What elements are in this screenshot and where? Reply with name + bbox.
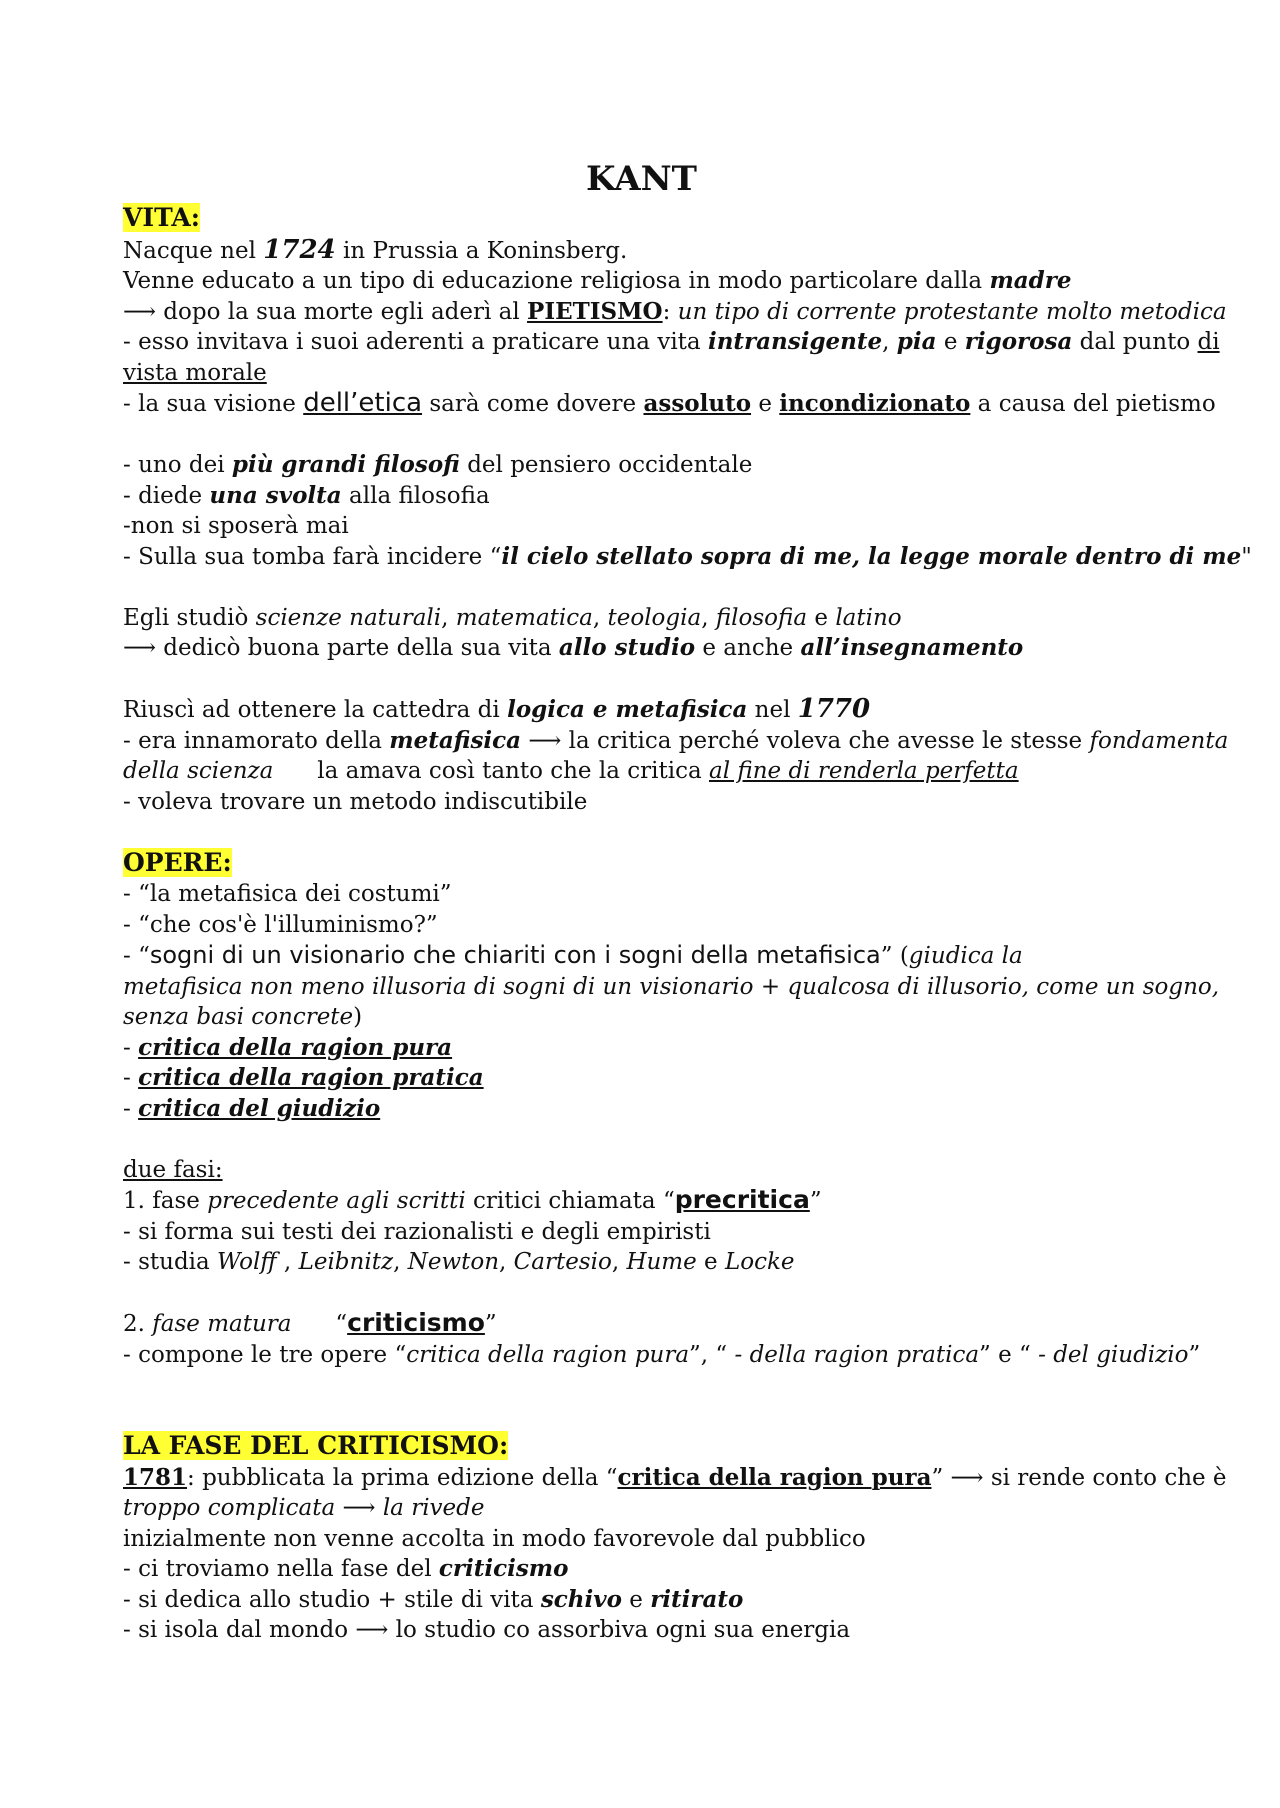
text-span: criticismo [438,1555,569,1582]
text-span: , [276,1249,299,1275]
text-span: dedicò buona parte della sua vita [155,635,559,661]
text-span: fondamenta [1089,727,1229,754]
text-span: 1. fase [123,1188,208,1214]
text-span: , [611,1249,627,1275]
text-span: dopo la sua morte egli aderì al [155,298,528,325]
text-span: troppo complicata [123,1495,336,1521]
text-span: - voleva trovare un metodo indiscutibile [123,788,588,815]
text-span: ”, “ [689,1341,735,1368]
text-span: , [499,1249,514,1275]
text-span: , [441,604,456,631]
text-line [123,940,1160,972]
text-span: - [123,1034,139,1061]
text-span: e [696,1249,725,1275]
text-span: “ [291,1311,348,1337]
text-span: dal punto [1072,329,1198,355]
list-item [123,1033,1160,1064]
text-span: ” [484,1311,497,1337]
text-span: ” ( [880,943,909,969]
text-span: logica e metafisica [507,696,748,723]
text-span: e [936,329,965,355]
text-span: Hume [626,1249,697,1275]
text-span: allo studio [558,634,696,661]
text-span: - studia [123,1249,218,1275]
text-line [123,1002,1160,1033]
text-span: del pensiero occidentale [459,452,753,478]
text-line [123,1247,1160,1278]
text-span: ⟶ la critica perché voleva che avesse le stesse [521,727,1090,754]
text-span: critica del giudizio [138,1094,381,1122]
list-item [123,1063,1160,1094]
text-span: precritica [674,1185,810,1214]
text-span: 1781 [123,1463,188,1491]
text-span: vista morale [123,359,267,386]
text-span: , [882,329,897,355]
text-line [123,481,1160,512]
text-span: - diede [123,482,210,509]
section-heading-opere [123,848,1160,880]
text-line [123,1554,1160,1585]
text-span: al fine di renderla perfetta [708,758,1019,784]
text-span: critica della ragion pura [138,1033,453,1061]
blank-line [123,420,1160,451]
text-span: all’insegnamento [800,634,1024,661]
page-title: KANT [586,159,697,199]
blank-line [123,1278,1160,1309]
text-span: Riuscì ad ottenere la cattedra di [123,697,508,723]
text-span: 1770 [797,694,871,724]
text-span: e [621,1586,651,1613]
text-span: Nacque nel [123,237,264,264]
text-span: - Sulla sua tomba farà incidere “ [123,543,502,570]
text-span: 1724 [263,234,336,265]
list-item [123,1094,1160,1125]
text-line [123,1493,1160,1524]
text-span: critica della ragion pratica [138,1064,484,1091]
text-line [123,910,1160,941]
section-heading-vita [123,203,1160,235]
text-line [123,266,1160,297]
text-line [123,327,1220,358]
text-span: metafisica non meno illusoria di sogni di un visionario + qualcosa di illusorio, come un sogno, [123,973,1220,1000]
section-heading-criticismo [123,1431,1160,1463]
text-span: LA FASE DEL CRITICISMO: [123,1431,509,1460]
text-line [123,388,1216,420]
text-span: un tipo di corrente protestante molto metodica [677,298,1227,325]
text-line [123,511,1160,542]
text-span: madre [989,267,1072,294]
text-span: Locke [724,1249,795,1275]
text-span: in Prussia a Koninsberg. [335,237,628,264]
text-line [123,1155,1160,1186]
text-line [123,726,1229,757]
text-span: , [393,1249,408,1275]
text-span: - della ragion pratica [734,1341,980,1368]
text-span: Venne educato a un tipo di educazione religiosa in modo particolare dalla [123,268,990,294]
text-line [123,358,1160,389]
text-span: Newton [407,1249,500,1275]
text-span: una svolta [209,481,342,509]
arrow-icon: ⟶ [123,635,156,661]
text-line [123,1185,1160,1217]
text-span: giudica la [908,943,1023,969]
text-span: ” e “ [979,1341,1039,1368]
text-span: filosofia [715,604,808,631]
text-span: inizialmente non venne accolta in modo favorevole dal pubblico [123,1525,866,1552]
text-span: , [701,604,716,631]
text-span: ” ⟶ si rende conto che è [931,1464,1227,1491]
text-span: della scienza [123,758,274,784]
text-line [123,235,1160,267]
text-span: critica della ragion pura [406,1341,690,1368]
text-span: più grandi filosofi [231,451,460,478]
text-line [123,1524,1160,1555]
text-span: senza basi concrete [123,1004,354,1030]
text-span: il cielo stellato sopra di me, la legge morale dentro di me [501,542,1242,570]
text-span: ” [809,1188,822,1214]
text-span: scienze naturali [255,604,442,631]
text-span: sogni di un visionario che chiariti con i sogni della metafisica [149,941,881,969]
text-line [123,1308,1160,1340]
text-span: due fasi: [123,1156,223,1183]
text-span: 2. [123,1311,153,1337]
text-span: - “la metafisica dei costumi” [123,881,452,907]
text-span: incondizionato [779,390,971,417]
text-span: - si isola dal mondo ⟶ lo studio co assorbiva ogni sua energia [123,1617,851,1643]
text-span: teologia [607,604,702,631]
blank-line [123,664,1160,695]
text-line [123,603,1160,634]
blank-line [123,572,1160,603]
text-span: nel [747,697,798,723]
text-span: Egli studiò [123,604,256,631]
text-span: Leibnitz [298,1249,394,1275]
text-span: la amava così tanto che la critica [273,758,709,784]
blank-line [123,817,1160,848]
text-span: e [751,391,780,417]
text-line [123,972,1220,1003]
text-span: assoluto [643,390,752,417]
text-span: rigorosa [964,328,1073,355]
text-line [123,297,1227,328]
text-line [123,1463,1227,1494]
text-span: : [662,298,678,325]
text-span: - si dedica allo studio + stile di vita [123,1586,541,1613]
blank-line [123,1401,1160,1432]
text-span: , [592,604,608,631]
text-span: -non si sposerà mai [123,513,349,539]
blank-line [123,1370,1160,1401]
text-span: OPERE: [123,847,232,877]
text-span: - [123,1065,139,1091]
text-line [123,542,1252,573]
text-span: ) [353,1004,363,1030]
text-span: - ci troviamo nella fase del [123,1556,439,1582]
text-line [123,1615,1160,1646]
blank-line [123,1124,1160,1155]
text-span: : pubblicata la prima edizione della “ [187,1464,618,1491]
text-span: " [1241,543,1252,570]
text-line [123,1217,1160,1248]
text-span: Cartesio [513,1249,612,1275]
text-span: VITA: [123,203,200,232]
text-span: di [1197,329,1220,355]
text-span: e anche [695,635,801,661]
text-span: ” [1188,1341,1201,1368]
text-span: fase matura [152,1311,292,1337]
text-span: - esso invitava i suoi aderenti a praticare una vita [123,329,708,355]
text-line [123,694,1160,726]
text-span: PIETISMO [527,297,663,325]
text-span: - la sua visione [123,391,304,417]
text-span: - compone le tre opere “ [123,1341,407,1368]
text-line [123,633,1160,664]
text-span: Wolff [217,1249,277,1275]
text-line [123,787,1160,818]
text-span: - era innamorato della [123,727,390,754]
text-span: dell’etica [303,388,423,418]
text-span: critici chiamata “ [465,1188,675,1214]
text-span: e [807,604,836,631]
text-span: a causa del pietismo [970,391,1216,417]
text-span: - “che cos'è l'illuminismo?” [123,911,438,938]
text-span: criticismo [347,1308,485,1337]
text-span: latino [835,604,902,631]
text-span: metafisica [389,726,522,754]
text-span: alla filosofia [341,482,490,509]
text-line [123,756,1160,787]
text-span: sarà come dovere [422,391,644,417]
text-span: - [123,1095,139,1122]
text-span: - si forma sui testi dei razionalisti e degli empiristi [123,1218,711,1245]
text-span: schivo [540,1585,622,1613]
text-line [123,879,1160,910]
text-span: matematica [455,604,593,631]
text-span: intransigente [707,328,883,355]
text-span: critica della ragion pura [617,1463,932,1491]
text-line [123,1340,1201,1371]
text-line [123,450,1160,481]
text-span: - uno dei [123,452,232,478]
text-span: - del giudizio [1038,1341,1189,1368]
text-span: ritirato [650,1585,744,1613]
arrow-icon: ⟶ [123,298,156,325]
text-span: ⟶ [335,1495,383,1521]
text-span: pia [896,328,937,355]
text-span: la rivede [382,1495,485,1521]
text-span: - “ [123,943,150,969]
text-line [123,1585,1160,1616]
text-span: precedente agli scritti [207,1188,466,1214]
